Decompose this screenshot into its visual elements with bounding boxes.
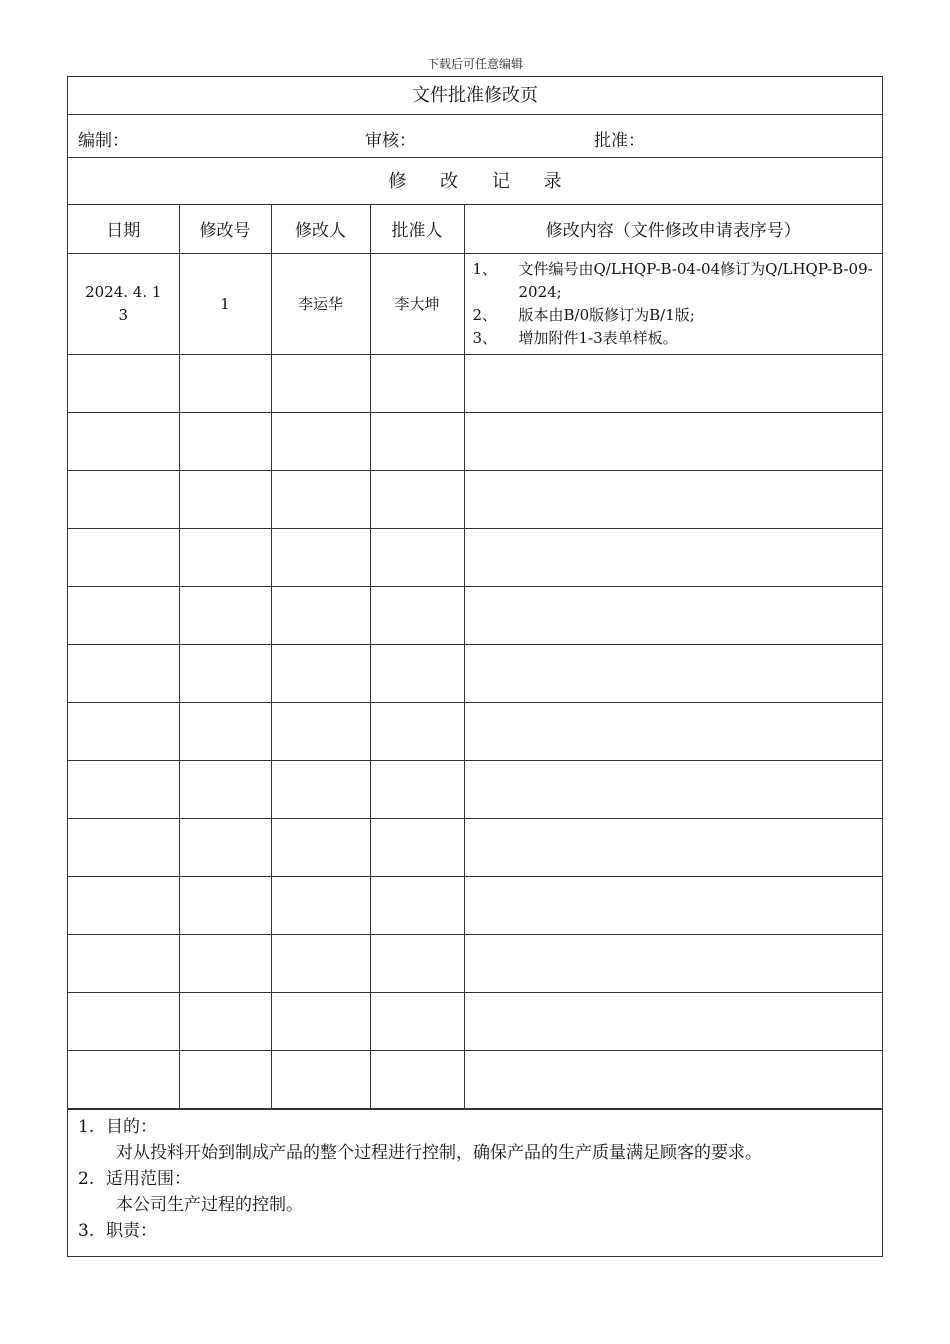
- empty-cell: [370, 644, 464, 702]
- empty-cell: [68, 470, 179, 528]
- date-line: 2024. 4. 1: [85, 282, 162, 301]
- content-cell: [464, 253, 882, 354]
- modifier-cell: 李运华: [271, 253, 370, 354]
- empty-table-row: [68, 876, 882, 934]
- approval-form: [67, 76, 883, 1257]
- empty-table-row: [68, 818, 882, 876]
- empty-cell: [271, 702, 370, 760]
- content-item-number: 3、: [472, 328, 498, 347]
- record-heading-char: 改: [440, 171, 459, 192]
- section-title: 适用范围：: [106, 1168, 191, 1189]
- content-item-text: 版本由B/0版修订为B/1版;: [518, 305, 695, 324]
- empty-cell: [271, 992, 370, 1050]
- empty-cell: [464, 412, 882, 470]
- empty-cell: [271, 760, 370, 818]
- empty-cell: [68, 992, 179, 1050]
- download-note: 下载后可任意编辑: [426, 57, 523, 71]
- content-item: [473, 258, 875, 304]
- column-header-rev-no: 修改号: [179, 205, 271, 253]
- empty-cell: [68, 934, 179, 992]
- empty-table-row: [68, 992, 882, 1050]
- approver-label: 批准：: [594, 131, 645, 151]
- approver-cell: 李大坤: [370, 253, 464, 354]
- empty-cell: [179, 702, 271, 760]
- empty-cell: [464, 644, 882, 702]
- empty-cell: [464, 934, 882, 992]
- empty-cell: [370, 702, 464, 760]
- empty-cell: [464, 760, 882, 818]
- empty-rows: [68, 354, 882, 1108]
- content-item-text: 增加附件1-3表单样板。: [518, 328, 678, 347]
- empty-cell: [179, 760, 271, 818]
- content-item: [473, 304, 875, 327]
- section-purpose-heading: [78, 1114, 872, 1140]
- empty-cell: [271, 818, 370, 876]
- empty-cell: [370, 586, 464, 644]
- section-title: 职责：: [106, 1220, 157, 1241]
- empty-table-row: [68, 354, 882, 412]
- empty-cell: [464, 586, 882, 644]
- section-number: 1.: [78, 1116, 95, 1137]
- empty-cell: [464, 818, 882, 876]
- document-title: 文件批准修改页: [68, 77, 882, 115]
- empty-cell: [68, 412, 179, 470]
- empty-cell: [271, 1050, 370, 1108]
- empty-table-row: [68, 760, 882, 818]
- editor-label: 编制：: [78, 131, 129, 151]
- empty-table-row: [68, 1050, 882, 1108]
- empty-cell: [179, 1050, 271, 1108]
- empty-cell: [271, 934, 370, 992]
- empty-cell: [370, 412, 464, 470]
- section-number: 2.: [78, 1168, 95, 1189]
- empty-cell: [179, 992, 271, 1050]
- section-number: 3.: [78, 1220, 95, 1241]
- empty-cell: [370, 1050, 464, 1108]
- empty-cell: [271, 644, 370, 702]
- empty-cell: [68, 354, 179, 412]
- empty-table-row: [68, 644, 882, 702]
- empty-cell: [68, 760, 179, 818]
- empty-cell: [370, 818, 464, 876]
- empty-cell: [464, 528, 882, 586]
- empty-table-row: [68, 934, 882, 992]
- rev-no-cell: 1: [179, 253, 271, 354]
- section-scope-body: 本公司生产过程的控制。: [116, 1194, 303, 1215]
- date-cell: [68, 253, 179, 354]
- empty-cell: [370, 760, 464, 818]
- empty-table-row: [68, 412, 882, 470]
- empty-table-row: [68, 586, 882, 644]
- table-row: [68, 253, 882, 354]
- empty-cell: [464, 876, 882, 934]
- content-item: [473, 327, 875, 350]
- empty-cell: [179, 412, 271, 470]
- empty-cell: [370, 470, 464, 528]
- empty-cell: [370, 876, 464, 934]
- empty-table-row: [68, 702, 882, 760]
- section-duties-heading: [78, 1218, 872, 1244]
- empty-cell: [68, 586, 179, 644]
- empty-cell: [464, 470, 882, 528]
- empty-cell: [179, 354, 271, 412]
- empty-cell: [68, 876, 179, 934]
- empty-cell: [179, 934, 271, 992]
- revision-table-wrap: [68, 205, 882, 1110]
- section-purpose-body: 对从投料开始到制成产品的整个过程进行控制，确保产品的生产质量满足顾客的要求。: [116, 1142, 762, 1163]
- record-heading-char: 录: [543, 171, 562, 192]
- empty-cell: [68, 644, 179, 702]
- content-item-number: 1、: [472, 259, 498, 278]
- empty-cell: [179, 470, 271, 528]
- section-scope-heading: [78, 1166, 872, 1192]
- content-item-number: 2、: [472, 305, 498, 324]
- empty-table-row: [68, 470, 882, 528]
- empty-cell: [464, 1050, 882, 1108]
- empty-cell: [68, 702, 179, 760]
- column-header-modifier: 修改人: [271, 205, 370, 253]
- table-header-row: [68, 205, 882, 253]
- notes-section: [68, 1110, 882, 1256]
- empty-cell: [68, 528, 179, 586]
- empty-cell: [271, 412, 370, 470]
- empty-cell: [271, 586, 370, 644]
- empty-cell: [271, 354, 370, 412]
- empty-cell: [179, 818, 271, 876]
- empty-cell: [464, 354, 882, 412]
- empty-cell: [179, 528, 271, 586]
- empty-cell: [370, 354, 464, 412]
- date-line: 3: [118, 305, 129, 324]
- empty-cell: [370, 934, 464, 992]
- empty-cell: [179, 644, 271, 702]
- empty-cell: [464, 702, 882, 760]
- empty-cell: [271, 876, 370, 934]
- empty-cell: [370, 528, 464, 586]
- column-header-approver: 批准人: [370, 205, 464, 253]
- reviewer-label: 审核：: [365, 131, 416, 151]
- record-heading-char: 记: [491, 171, 510, 192]
- section-title: 目的：: [106, 1116, 157, 1137]
- empty-table-row: [68, 528, 882, 586]
- empty-cell: [370, 992, 464, 1050]
- empty-cell: [271, 470, 370, 528]
- record-heading: [68, 158, 882, 205]
- column-header-date: 日期: [68, 205, 179, 253]
- empty-cell: [68, 1050, 179, 1108]
- empty-cell: [68, 818, 179, 876]
- empty-cell: [271, 528, 370, 586]
- record-heading-char: 修: [388, 171, 407, 192]
- content-item-text: 文件编号由Q/LHQP-B-04-04修订为Q/LHQP-B-09-2024;: [518, 259, 873, 301]
- column-header-content: 修改内容（文件修改申请表序号）: [464, 205, 882, 253]
- empty-cell: [179, 876, 271, 934]
- empty-cell: [464, 992, 882, 1050]
- empty-cell: [179, 586, 271, 644]
- signature-row: [68, 115, 882, 158]
- revision-table: [68, 205, 882, 1109]
